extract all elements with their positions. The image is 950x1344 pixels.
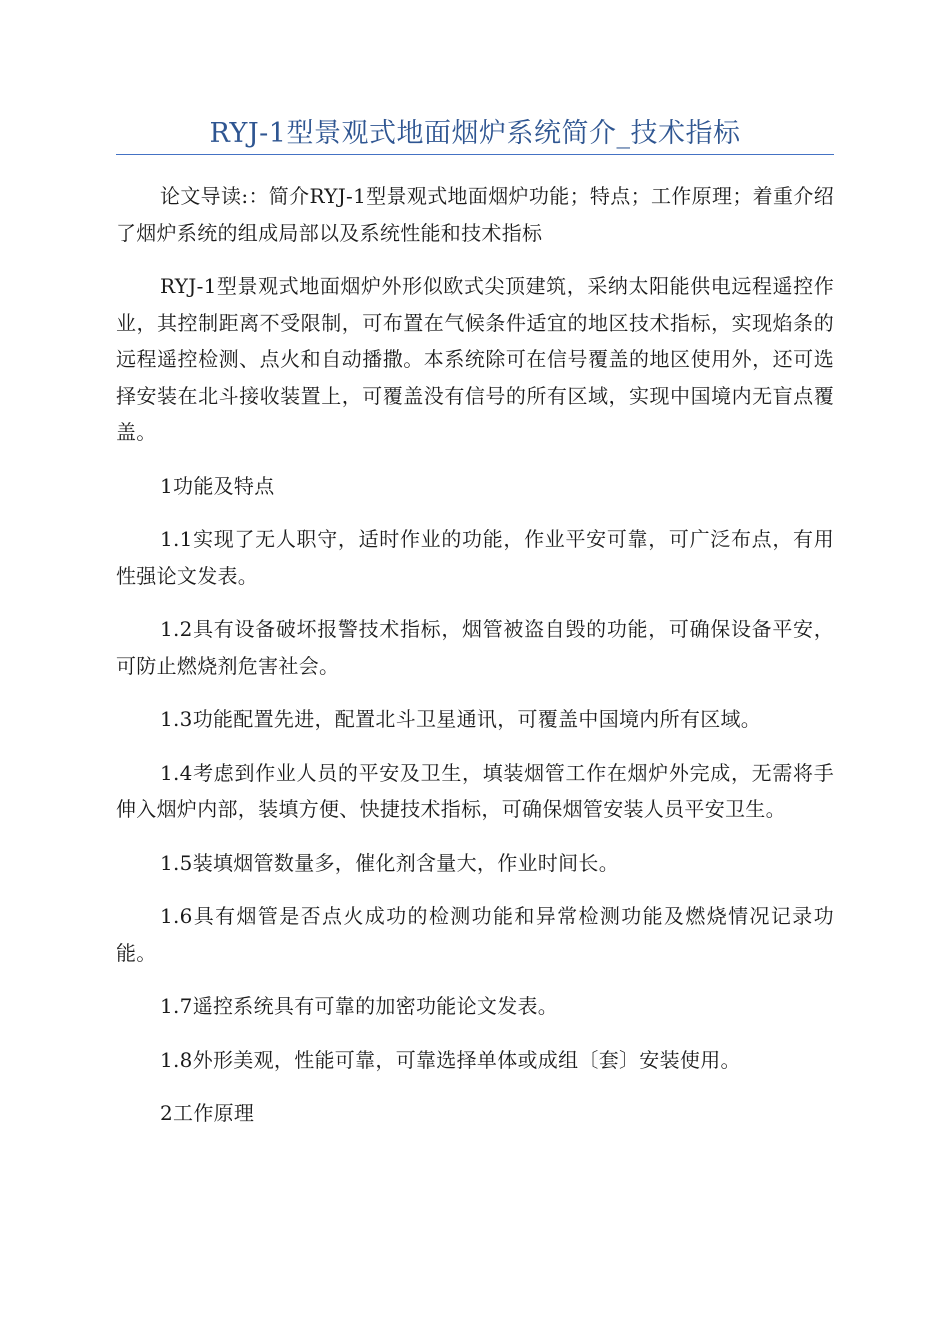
section-heading-functions: 1功能及特点 <box>160 473 275 498</box>
document-title: RYJ-1型景观式地面烟炉系统简介_技术指标 <box>209 118 741 149</box>
section-heading-principle: 2工作原理 <box>160 1101 255 1125</box>
feature-item-1-1: 1.1实现了无人职守，适时作业的功能，作业平安可靠，可广泛布点，有用性强论文发表。 <box>116 527 834 588</box>
feature-item-1-4: 1.4考虑到作业人员的平安及卫生，填装烟管工作在烟炉外完成，无需将手伸入烟炉内部，装填方便、快捷技术指标，可确保烟管安装人员平安卫生。 <box>116 760 834 821</box>
intro-paragraph: RYJ-1型景观式地面烟炉外形似欧式尖顶建筑，采纳太阳能供电远程遥控作业，其控制距离不受限制，可布置在气候条件适宜的地区技术指标，实现焰条的远程遥控检测、点火和自动播撒。本系统除可在信号覆盖的地区使用外，还可选择安装在北斗接收装置上，可覆盖没有信号的所有区域，实现中国境内无盲点覆盖。 <box>116 274 834 444</box>
feature-item-1-2: 1.2具有设备破坏报警技术指标，烟管被盗自毁的功能，可确保设备平安，可防止燃烧剂危害社会。 <box>116 617 834 678</box>
abstract-paragraph: 论文导读:：简介RYJ-1型景观式地面烟炉功能；特点；工作原理；着重介绍了烟炉系统的组成局部以及系统性能和技术指标 <box>116 184 834 245</box>
feature-item-1-7: 1.7遥控系统具有可靠的加密功能论文发表。 <box>160 994 559 1018</box>
feature-item-1-5: 1.5装填烟管数量多，催化剂含量大，作业时间长。 <box>160 850 620 875</box>
feature-item-1-3: 1.3功能配置先进，配置北斗卫星通讯，可覆盖中国境内所有区域。 <box>160 707 762 731</box>
feature-item-1-6: 1.6具有烟管是否点火成功的检测功能和异常检测功能及燃烧情况记录功能。 <box>116 904 834 965</box>
feature-item-1-8: 1.8外形美观，性能可靠，可靠选择单体或成组〔套〕安装使用。 <box>160 1047 741 1072</box>
document-body <box>116 178 834 1149</box>
title-underline <box>116 154 834 155</box>
